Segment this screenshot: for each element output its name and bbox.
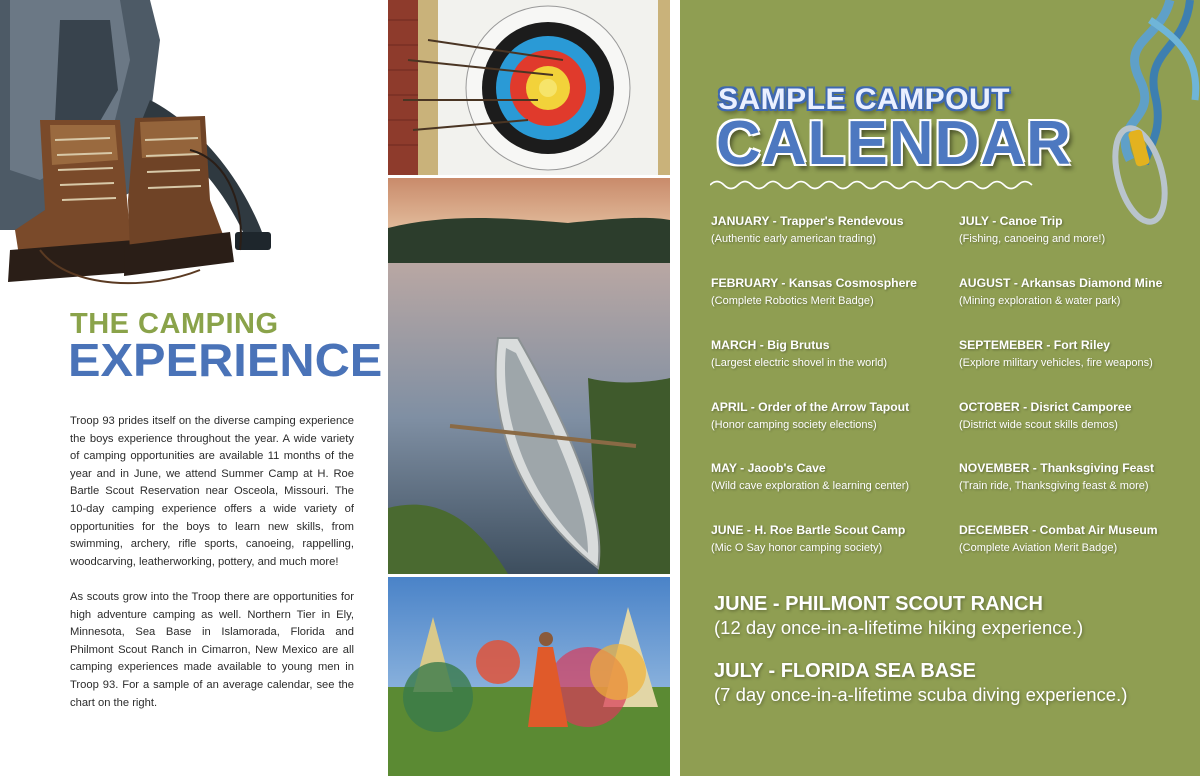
highlight-philmont [714,592,1194,640]
month-december [959,521,1200,557]
highlight-sea-base [714,659,1194,707]
month-march [711,336,961,372]
month-heading: NOVEMBER - Thanksgiving Feast [959,461,1155,475]
month-description: (Authentic early american trading) [711,233,877,245]
month-june [711,521,961,557]
wavy-divider [710,178,1040,192]
month-description: (Honor camping society elections) [711,419,877,431]
month-heading: JUNE - H. Roe Bartle Scout Camp [711,523,906,537]
month-description: (Complete Robotics Merit Badge) [711,295,874,307]
month-heading: FEBRUARY - Kansas Cosmosphere [711,276,917,290]
intro-paragraph: Troop 93 prides itself on the diverse camping experience the boys experience throughout the year. A wide variety of camping opportunities are available 11 months of the year and in June, we attend Summer Camp at H. Roe Bartle Scout Reservation near Osceola, Missouri. The 10-day camping experience offers a wide variety of opportunities for the boys to learn new skills, from swimming, archery, rifle sports, canoeing, rappelling, woodcarving, leatherworking, pottery, and much more! [70,415,354,568]
right-page [680,0,1200,776]
month-description: (Wild cave exploration & learning center) [711,480,910,492]
archery-target-photo [388,0,670,175]
month-january [711,212,961,248]
month-description: (Fishing, canoeing and more!) [959,233,1106,245]
month-may [711,459,961,495]
month-november [959,459,1200,495]
camping-title-top: THE CAMPING [70,308,279,340]
month-heading: SEPTEMEBER - Fort Riley [959,338,1111,352]
calendar-title-main: CALENDAR [716,109,1072,178]
month-august [959,274,1200,310]
month-description: (Largest electric shovel in the world) [711,357,888,369]
month-april [711,398,961,434]
left-page [0,0,388,776]
month-description: (Train ride, Thanksgiving feast & more) [959,480,1149,492]
high-adventure-paragraph: As scouts grow into the Troop there are opportunities for high adventure camping as well. Northern Tier in Ely, Minnesota, Sea Base in Islamorada, Florida and Philmont Scout Ranch in Cimarron, New Mexico are all camping experiences made available to young men in Troop 93. For a sample of an average calendar, see the chart on the right. [70,591,354,709]
month-september [959,336,1200,372]
canoe-lake-photo [388,178,670,574]
camping-title-main: EXPERIENCE [68,334,383,386]
month-july [959,212,1200,248]
month-heading: APRIL - Order of the Arrow Tapout [711,400,910,414]
month-description: (Mic O Say honor camping society) [711,542,883,554]
month-heading: DECEMBER - Combat Air Museum [959,523,1158,537]
month-heading: MARCH - Big Brutus [711,338,830,352]
photo-column [388,0,670,776]
native-dancers-photo [388,577,670,776]
month-heading: JANUARY - Trapper's Rendevous [711,214,904,228]
month-heading: MAY - Jaoob's Cave [711,461,826,475]
highlight-description: (12 day once-in-a-lifetime hiking experience.) [714,617,1084,638]
month-february [711,274,961,310]
month-description: (District wide scout skills demos) [959,419,1118,431]
hiking-boots-photo [0,0,388,300]
month-october [959,398,1200,434]
month-description: (Complete Aviation Merit Badge) [959,542,1118,554]
rope-carabiner-photo [1050,0,1200,230]
highlight-heading: JUNE - PHILMONT SCOUT RANCH [714,593,1043,615]
month-description: (Explore military vehicles, fire weapons) [959,357,1153,369]
month-description: (Mining exploration & water park) [959,295,1121,307]
month-heading: AUGUST - Arkansas Diamond Mine [959,276,1163,290]
highlight-heading: JULY - FLORIDA SEA BASE [714,660,976,682]
calendar-title-top: SAMPLE CAMPOUT [718,83,1010,116]
month-heading: OCTOBER - Disrict Camporee [959,400,1132,414]
highlight-description: (7 day once-in-a-lifetime scuba diving experience.) [714,684,1128,705]
month-heading: JULY - Canoe Trip [959,214,1063,228]
